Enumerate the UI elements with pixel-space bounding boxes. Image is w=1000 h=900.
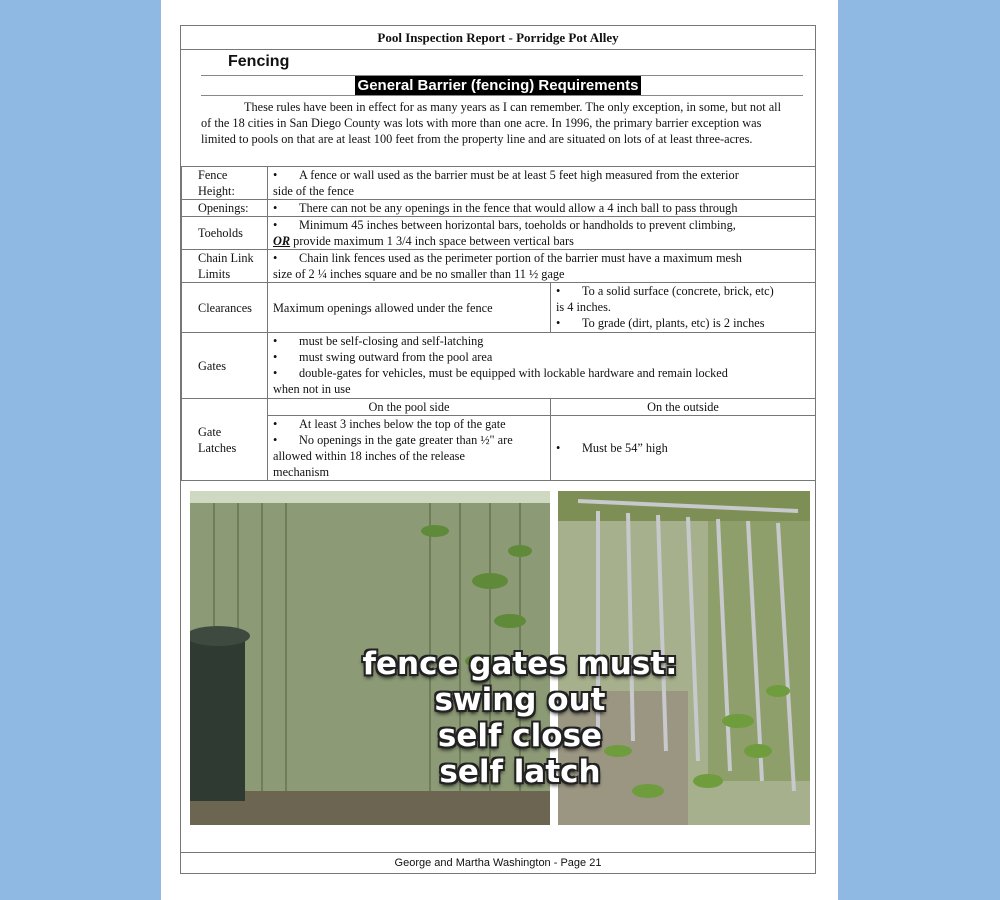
row-content: Maximum openings allowed under the fence (268, 283, 551, 333)
row-label: Openings: (182, 200, 268, 217)
table-row (182, 217, 816, 250)
row-content: • There can not be any openings in the fence that would allow a 4 inch ball to pass through (268, 200, 816, 217)
table-row (182, 333, 816, 399)
row-content: • To a solid surface (concrete, brick, etc) is 4 inches. • To grade (dirt, plants, etc) is 2 inches (551, 283, 816, 333)
row-content: • At least 3 inches below the top of the gate • No openings in the gate greater than ½" are allowed within 18 inches of the release mechanism (268, 416, 551, 481)
row-content: • must be self-closing and self-latching • must swing outward from the pool area • double-gates for vehicles, must be equipped with lockable hardware and remain locked when not in use (268, 333, 816, 399)
column-header: On the pool side (268, 399, 551, 416)
table-row (182, 167, 816, 200)
intro-paragraph (201, 99, 789, 147)
photo-panel (190, 491, 810, 825)
divider (201, 95, 803, 96)
column-header: On the outside (551, 399, 816, 416)
page-footer: George and Martha Washington - Page 21 (181, 852, 815, 873)
row-label: Gates (182, 333, 268, 399)
intro-text: These rules have been in effect for as many years as I can remember. The only exception, in some, but not all of the 18 cities in San Diego County was lots with more than one acre. In 1996, the primary barrier exception was limited to pools on that are at least 100 feet from the property line and are situated on lots of at least three-acres. (201, 100, 782, 146)
report-title: Pool Inspection Report - Porridge Pot Alley (181, 26, 815, 50)
row-content: • Must be 54” high (551, 416, 816, 481)
report-frame (180, 25, 816, 874)
document-page (161, 0, 838, 900)
row-content: • Minimum 45 inches between horizontal bars, toeholds or handholds to prevent climbing, OR provide maximum 1 3/4 inch space between vertical bars (268, 217, 816, 250)
row-label: Toeholds (182, 217, 268, 250)
table-row (182, 200, 816, 217)
requirements-banner (181, 76, 815, 95)
row-label: Gate Latches (182, 399, 268, 481)
row-label: Fence Height: (182, 167, 268, 200)
row-content: • Chain link fences used as the perimeter portion of the barrier must have a maximum mesh size of 2 ¼ inches square and be no smaller than 11 ½ gage (268, 250, 816, 283)
row-label: Chain Link Limits (182, 250, 268, 283)
row-content: • A fence or wall used as the barrier must be at least 5 feet high measured from the exterior side of the fence (268, 167, 816, 200)
section-title: Fencing (228, 53, 290, 70)
requirements-table (181, 166, 816, 481)
banner-text: General Barrier (fencing) Requirements (355, 76, 642, 95)
table-row (182, 283, 816, 333)
row-label: Clearances (182, 283, 268, 333)
table-row (182, 416, 816, 481)
table-row (182, 250, 816, 283)
table-row (182, 399, 816, 416)
photo-caption-overlay: fence gates must: swing out self close self latch (362, 646, 678, 790)
